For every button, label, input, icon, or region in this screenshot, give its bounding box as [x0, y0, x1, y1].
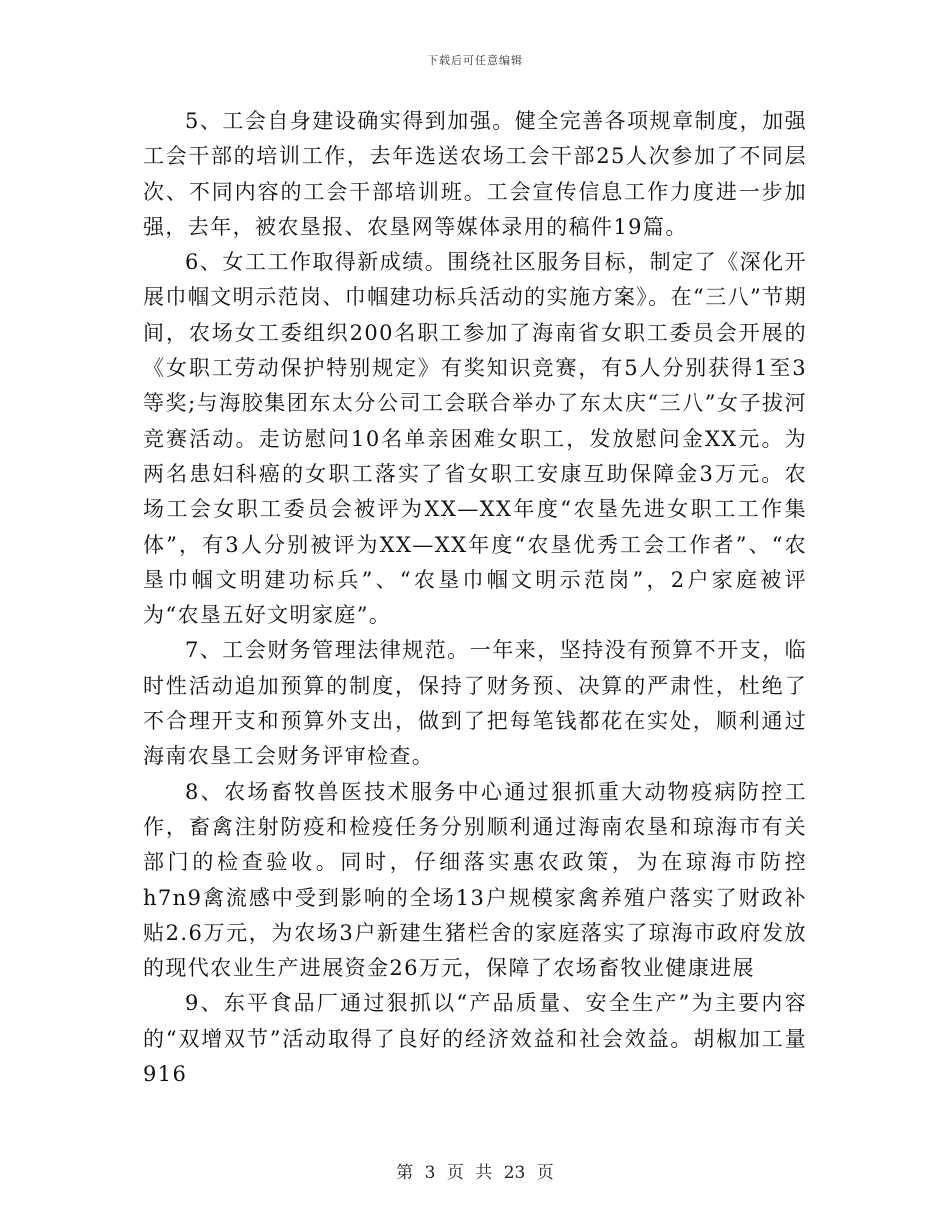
page-number-footer: 第 3 页 共 23 页 — [396, 1163, 554, 1183]
paragraph-item-7: 7、工会财务管理法律规范。一年来，坚持没有预算不开支，临时性活动追加预算的制度，保持了财务预、决算的严肃性，杜绝了不合理开支和预算外支出，做到了把每笔钱都花在实处，顺利通过海南农垦工会财务评审检查。 — [143, 638, 807, 769]
paragraph-item-9: 9、东平食品厂通过狠抓以“产品质量、安全生产”为主要内容的“双增双节”活动取得了良好的经济效益和社会效益。胡椒加工量916 — [143, 991, 807, 1087]
paragraph-item-6: 6、女工工作取得新成绩。围绕社区服务目标，制定了《深化开展巾帼文明示范岗、巾帼建功标兵活动的实施方案》。在“三八”节期间，农场女工委组织200名职工参加了海南省女职工委员会开展的《女职工劳动保护特别规定》有奖知识竞赛，有5人分别获得1至3等奖;与海胶集团东太分公司工会联合举办了东太庆“三八”女子拔河竞赛活动。走访慰问10名单亲困难女职工，发放慰问金XX元。为两名患妇科癌的女职工落实了省女职工安康互助保障金3万元。农场工会女职工委员会被评为XX—XX年度“农垦先进女职工工作集体”，有3人分别被评为XX—XX年度“农垦优秀工会工作者”、“农垦巾帼文明建功标兵”、“农垦巾帼文明示范岗”，2户家庭被评为“农垦五好文明家庭”。 — [143, 250, 807, 628]
paragraph-item-8: 8、农场畜牧兽医技术服务中心通过狠抓重大动物疫病防控工作，畜禽注射防疫和检疫任务分别顺利通过海南农垦和琼海市有关部门的检查验收。同时，仔细落实惠农政策，为在琼海市防控h7n9禽流感中受到影响的全场13户规模家禽养殖户落实了财政补贴2.6万元，为农场3户新建生猪栏舍的家庭落实了琼海市政府发放的现代农业生产进展资金26万元，保障了农场畜牧业健康进展 — [143, 779, 807, 981]
paragraph-item-5: 5、工会自身建设确实得到加强。健全完善各项规章制度，加强工会干部的培训工作，去年选送农场工会干部25人次参加了不同层次、不同内容的工会干部培训班。工会宣传信息工作力度进一步加强，去年，被农垦报、农垦网等媒体录用的稿件19篇。 — [143, 109, 807, 239]
document-body — [143, 104, 807, 1092]
page-header: 下载后可任意编辑 — [427, 54, 523, 67]
